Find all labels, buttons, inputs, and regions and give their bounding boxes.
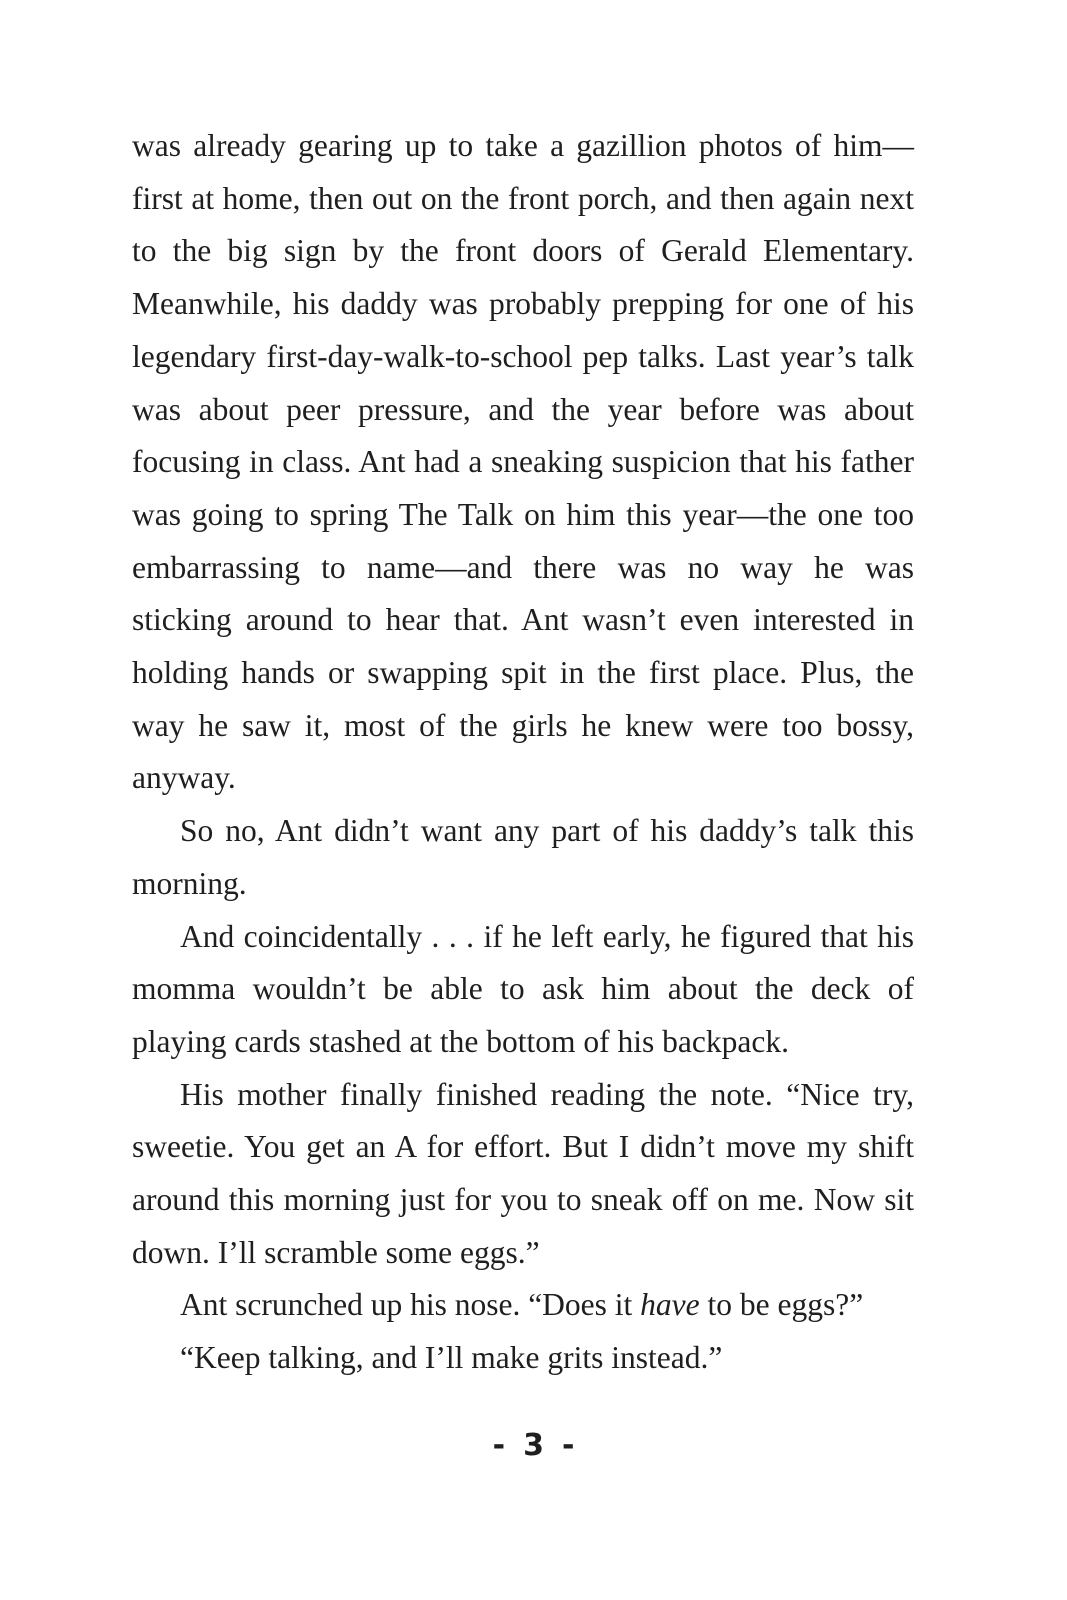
paragraph-text: So no, Ant didn’t want any part of his daddy’s talk this morning. xyxy=(132,813,914,901)
paragraph-text-italic: have xyxy=(640,1287,700,1323)
paragraph-text: “Keep talking, and I’ll make grits instead.” xyxy=(180,1340,723,1376)
paragraph-text: His mother finally finished reading the note. “Nice try, sweetie. You get an A for effort. But I didn’t move my shift around this morning just for you to sneak off on me. Now sit down. I’ll scramble some eggs.” xyxy=(132,1076,914,1270)
paragraph-text: Ant scrunched up his nose. “Does it xyxy=(180,1287,641,1323)
paragraph-4 xyxy=(132,1069,914,1280)
paragraph-text: was already gearing up to take a gazillion photos of him—first at home, then out on the front porch, and then again next to the big sign by the front doors of Gerald Elementary. Meanwhile, his daddy was probably prepping for one of his legendary first-day-walk-to-school pep talks. Last year’s talk was about peer pressure, and the year before was about focusing in class. Ant had a sneaking suspicion that his father was going to spring The Talk on him this year—the one too embarrassing to name—and there was no way he was sticking around to hear that. Ant wasn’t even interested in holding hands or swapping spit in the first place. Plus, the way he saw it, most of the girls he knew were too bossy, anyway. xyxy=(132,128,914,796)
paragraph-text: And coincidentally . . . if he left early, he figured that his momma wouldn’t be able to ask him about the deck of playing cards stashed at the bottom of his backpack. xyxy=(132,918,914,1059)
page-number-dash-right: - xyxy=(561,1428,575,1463)
page-number-dash-left: - xyxy=(492,1428,506,1463)
paragraph-2 xyxy=(132,805,914,910)
paragraph-text: to be eggs?” xyxy=(699,1287,864,1323)
paragraph-3 xyxy=(132,911,914,1069)
page-number-value: 3 xyxy=(523,1428,544,1463)
page-body-text xyxy=(132,120,914,1385)
paragraph-5 xyxy=(132,1279,914,1332)
paragraph-1 xyxy=(132,120,914,805)
paragraph-6 xyxy=(132,1332,914,1385)
page-number xyxy=(0,1428,1067,1463)
